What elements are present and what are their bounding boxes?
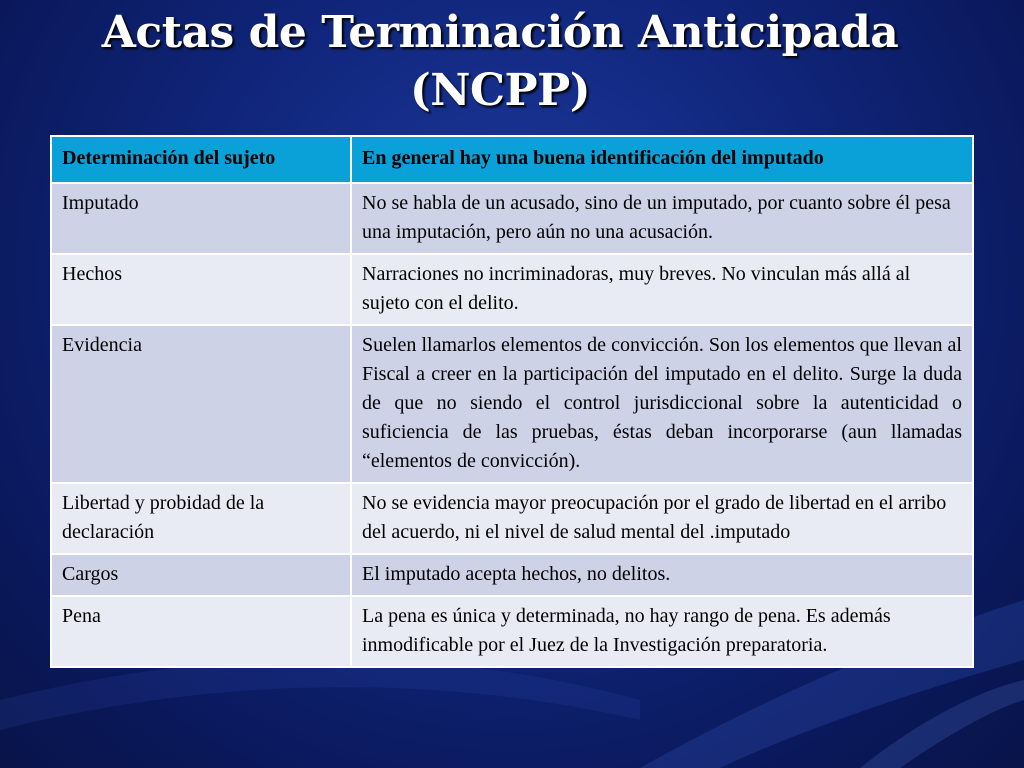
row-label-imputado: Imputado [51,183,351,254]
row-text-evidencia: Suelen llamarlos elementos de convicción. Son los elementos que llevan al Fiscal a creer en la participación del imputado en el delito. Surge la duda de que no siendo el control jurisdiccional sobre la autenticidad o suficiencia de las pruebas, éstas deban incorporarse (aun llamadas “elementos de convicción). [351,325,973,483]
table-row [51,554,973,596]
table-row [51,183,973,254]
comparison-table-container [50,135,972,668]
table-row [51,254,973,325]
slide-title-line-2: (NCPP) [409,65,591,116]
row-label-evidencia: Evidencia [51,325,351,483]
row-text-libertad: No se evidencia mayor preocupación por el grado de libertad en el arribo del acuerdo, ni el nivel de salud mental del .imputado [351,483,973,554]
row-label-hechos: Hechos [51,254,351,325]
table-header-col2: En general hay una buena identificación del imputado [351,136,973,183]
row-label-cargos: Cargos [51,554,351,596]
table-row [51,596,973,667]
slide-title [0,4,1000,120]
row-text-imputado: No se habla de un acusado, sino de un imputado, por cuanto sobre él pesa una imputación, pero aún no una acusación. [351,183,973,254]
row-text-cargos: El imputado acepta hechos, no delitos. [351,554,973,596]
table-row [51,325,973,483]
table-header-col1: Determinación del sujeto [51,136,351,183]
row-text-pena: La pena es única y determinada, no hay rango de pena. Es además inmodificable por el Juez de la Investigación preparatoria. [351,596,973,667]
slide-title-line-1: Actas de Terminación Anticipada [101,7,899,58]
row-label-libertad: Libertad y probidad de la declaración [51,483,351,554]
table-row [51,483,973,554]
row-label-pena: Pena [51,596,351,667]
row-text-hechos: Narraciones no incriminadoras, muy breves. No vinculan más allá al sujeto con el delito. [351,254,973,325]
comparison-table [50,135,974,668]
table-header-row [51,136,973,183]
